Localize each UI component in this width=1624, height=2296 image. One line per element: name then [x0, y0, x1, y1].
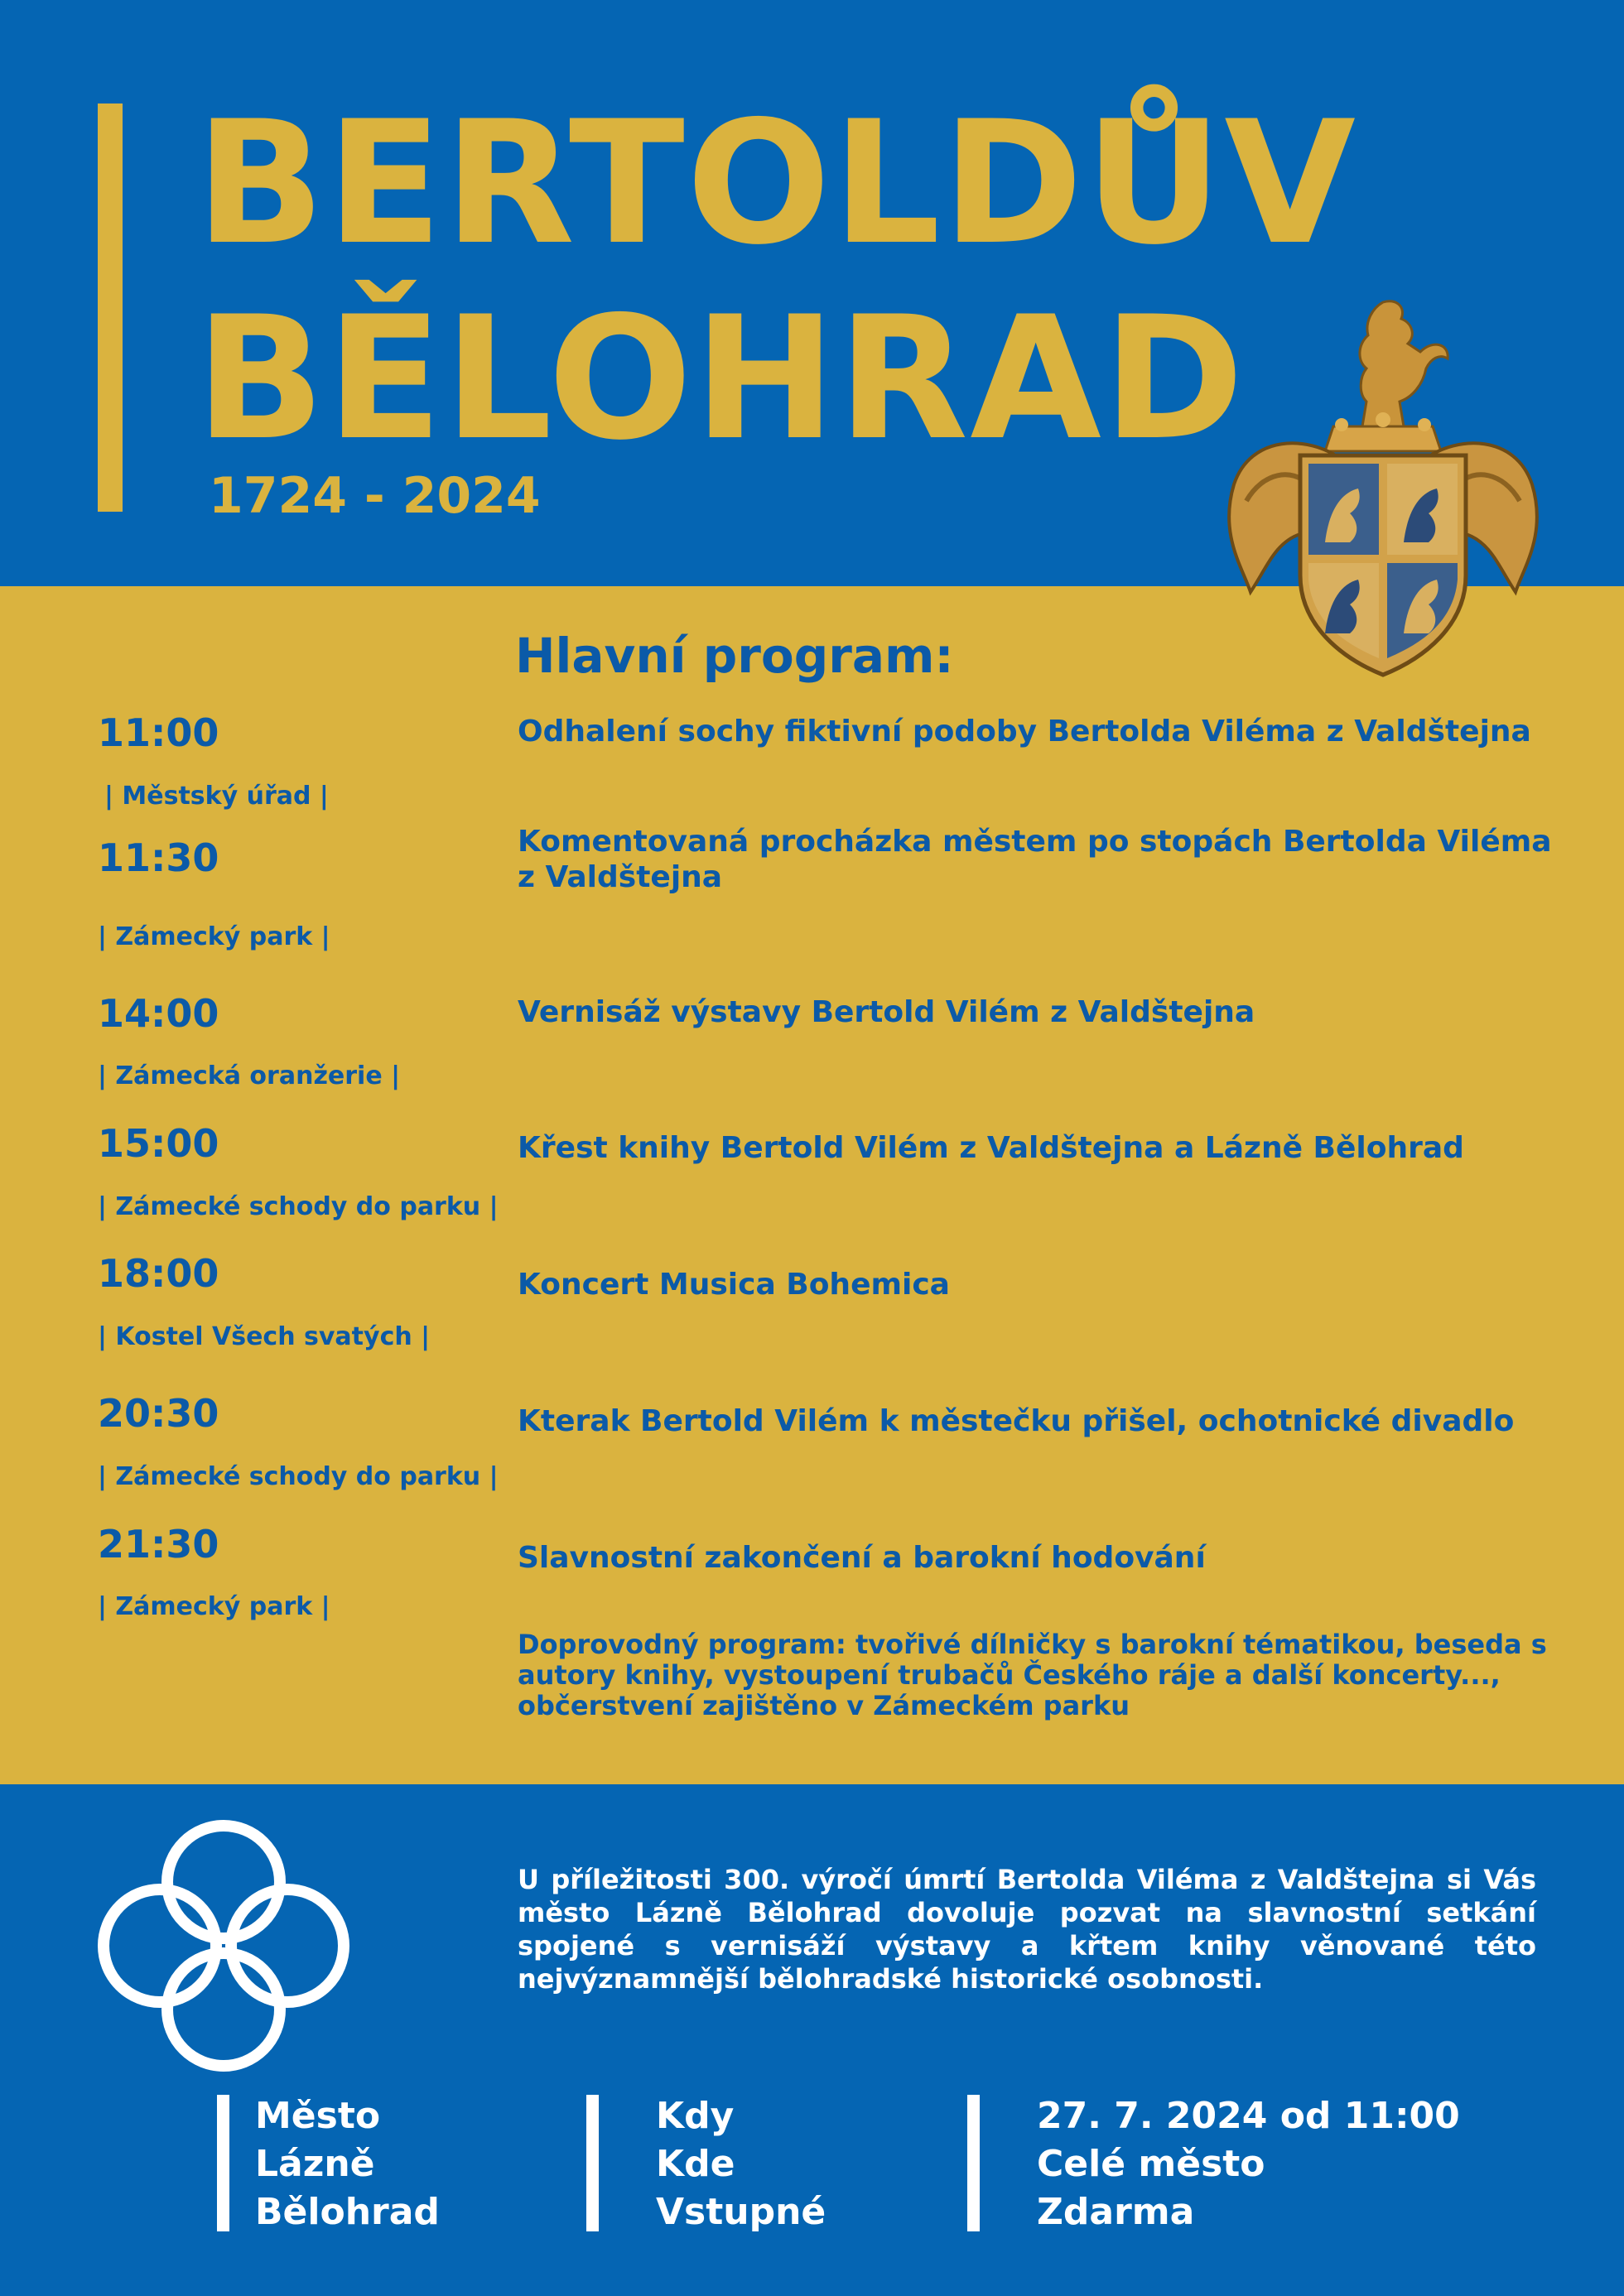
town-name: [255, 2092, 440, 2236]
program-time: 15:00: [98, 1121, 219, 1166]
invitation-text: U příležitosti 300. výročí úmrtí Bertolda Viléma z Valdštejna si Vás město Lázně Bělohrad dovoluje pozvat na slavnostní setkání spojené s vernisáží výstavy a křtem knihy věnované této nejvýznamnější bělohradské historické osobnosti.: [518, 1864, 1536, 1995]
four-rings-logo-icon: [95, 1817, 352, 2074]
label-where: Kde: [656, 2143, 735, 2185]
title-line-2: BĚLOHRAD: [195, 281, 1246, 478]
title-line-1: BERTOLDŮV: [195, 85, 1357, 282]
program-time: 14:00: [98, 991, 219, 1036]
value-where: Celé město: [1037, 2143, 1265, 2185]
program-event: Vernisáž výstavy Bertold Vilém z Valdštejna: [518, 995, 1255, 1029]
accompanying-program: Doprovodný program: tvořivé dílničky s barokní tématikou, beseda s autory knihy, vystoupení trubačů Českého ráje a další koncerty..., občerstvení zajištěno v Zámeckém parku: [518, 1629, 1547, 1721]
divider-bar: [217, 2095, 229, 2231]
program-time: 20:30: [98, 1391, 219, 1436]
label-admission: Vstupné: [656, 2191, 826, 2233]
town-line: Město: [255, 2095, 381, 2137]
program-event: Koncert Musica Bohemica: [518, 1268, 950, 1302]
town-line: Lázně: [255, 2143, 375, 2185]
program-event: Kterak Bertold Vilém k městečku přišel, ochotnické divadlo: [518, 1404, 1515, 1438]
value-admission: Zdarma: [1037, 2191, 1195, 2233]
program-place: | Kostel Všech svatých |: [98, 1322, 430, 1351]
program-event: Slavnostní zakončení a barokní hodování: [518, 1541, 1206, 1575]
program-time: 18:00: [98, 1251, 219, 1296]
program-place: | Zámecká oranžerie |: [98, 1061, 400, 1090]
title-accent-bar: [98, 103, 123, 512]
label-when: Kdy: [656, 2095, 735, 2137]
program-place: | Zámecké schody do parku |: [98, 1192, 499, 1221]
value-when: 27. 7. 2024 od 11:00: [1037, 2095, 1460, 2137]
town-line: Bělohrad: [255, 2191, 440, 2233]
info-values: [1037, 2092, 1460, 2236]
years-range: 1724 - 2024: [209, 467, 541, 525]
program-time: 21:30: [98, 1522, 219, 1567]
program-event: Komentovaná procházka městem po stopách Bertolda Viléma z Valdštejna: [518, 825, 1552, 894]
program-place: | Zámecké schody do parku |: [98, 1462, 499, 1491]
info-labels: [656, 2092, 826, 2236]
program-heading: Hlavní program:: [515, 628, 954, 684]
program-event: Křest knihy Bertold Vilém z Valdštejna a Lázně Bělohrad: [518, 1131, 1464, 1165]
divider-bar: [586, 2095, 599, 2231]
divider-bar: [967, 2095, 980, 2231]
program-place: | Zámecký park |: [98, 922, 330, 951]
program-event: Odhalení sochy fiktivní podoby Bertolda Viléma z Valdštejna: [518, 715, 1531, 748]
program-place: | Městský úřad |: [104, 782, 329, 811]
program-place: | Zámecký park |: [98, 1592, 330, 1621]
program-time: 11:30: [98, 835, 219, 880]
program-time: 11:00: [98, 710, 219, 755]
coat-of-arms-icon: [1217, 294, 1549, 691]
